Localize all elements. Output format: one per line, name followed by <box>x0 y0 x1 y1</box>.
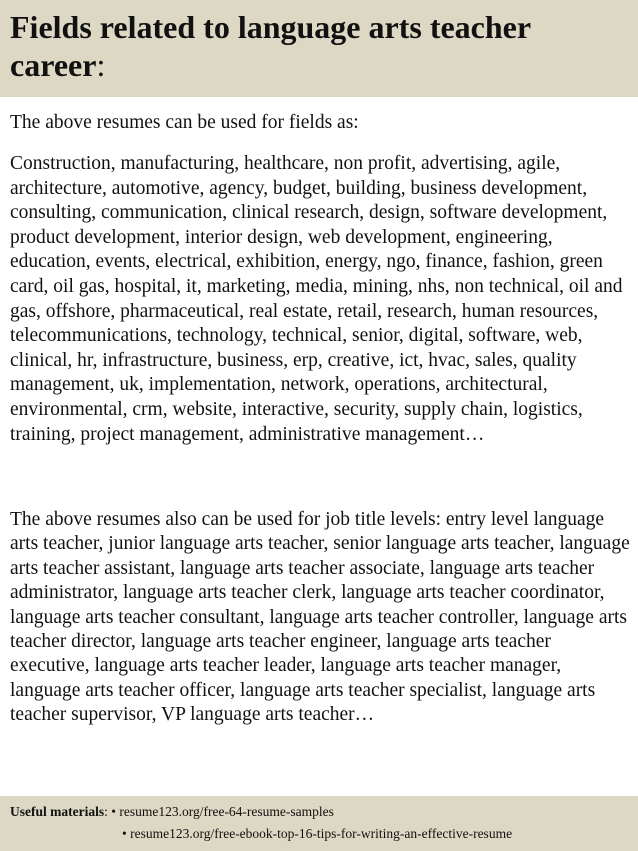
footer-band <box>0 796 638 851</box>
useful-materials-separator: : <box>104 804 108 819</box>
useful-materials-label: Useful materials <box>10 804 105 819</box>
footer-row-2 <box>122 824 512 844</box>
intro-text: The above resumes can be used for fields as: <box>10 112 359 133</box>
job-levels-paragraph: The above resumes also can be used for job title levels: entry level language arts teacher, junior language arts teacher, senior language arts teacher, language arts teacher assistant, language arts teacher associate, language arts teacher administrator, language arts teacher clerk, language arts teacher coordinator, language arts teacher consultant, language arts teacher controller, language arts teacher director, language arts teacher engineer, language arts teacher executive, language arts teacher leader, language arts teacher manager, language arts teacher officer, language arts teacher specialist, language arts teacher supervisor, VP language arts teacher… <box>10 509 630 726</box>
resume-samples-link[interactable]: • resume123.org/free-64-resume-samples <box>111 804 334 819</box>
page-title <box>0 0 638 84</box>
footer-row-1 <box>10 802 334 822</box>
page-title-colon: : <box>96 47 106 83</box>
ebook-tips-link[interactable]: • resume123.org/free-ebook-top-16-tips-for-writing-an-effective-resume <box>122 826 513 841</box>
header-band <box>0 0 638 97</box>
fields-paragraph: Construction, manufacturing, healthcare, non profit, advertising, agile, architecture, automotive, agency, budget, building, business development, consulting, communication, clinical research, design, software development, product development, interior design, web development, engineering, education, events, electrical, exhibition, energy, ngo, finance, fashion, green card, oil gas, hospital, it, marketing, media, mining, nhs, non technical, oil and gas, offshore, pharmaceutical, real estate, retail, research, human resources, telecommunications, technology, technical, senior, digital, software, web, clinical, hr, infrastructure, business, erp, creative, ict, hvac, sales, quality management, uk, implementation, network, operations, architectural, environmental, crm, website, interactive, security, supply chain, logistics, training, project management, administrative management… <box>10 153 623 445</box>
page-title-text: Fields related to language arts teacher career <box>10 9 531 83</box>
